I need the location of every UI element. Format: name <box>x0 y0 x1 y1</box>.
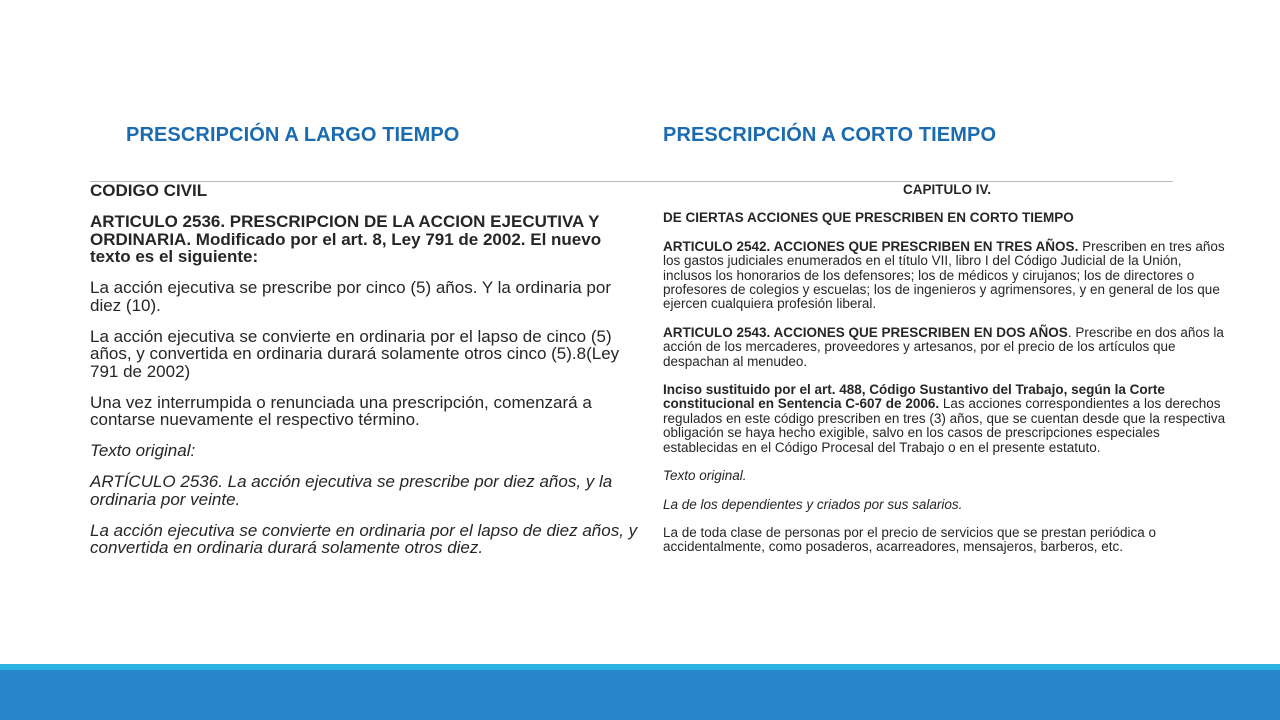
article-2536-para-3: Una vez interrumpida o renunciada una prescripción, comenzará a contarse nuevamente el respectivo término. <box>90 392 592 429</box>
code-title: CODIGO CIVIL <box>90 181 208 200</box>
inciso-paragraph: Inciso sustituido por el art. 488, Código Sustantivo del Trabajo, según la Corte constitucional en Sentencia C-607 de 2006. Las acciones correspondientes a los derechos regulados en este código prescriben en tres (3) años, que se cuentan desde que la respectiva obligación se haya hecho exigible, salvo en los casos de prescripciones especiales establecidas en el Código Procesal del Trabajo o en el presente estatuto. <box>663 382 1226 455</box>
article-2536-para-2: La acción ejecutiva se convierte en ordinaria por el lapso de cinco (5) años, y convertida en ordinaria durará solamente otros cinco (5).8(Ley 791 de 2002) <box>90 326 620 381</box>
footer-bar <box>0 670 1280 720</box>
original-text-1: ARTÍCULO 2536. La acción ejecutiva se prescribe por diez años, y la ordinaria por veinte. <box>90 472 613 509</box>
article-2536-title: ARTICULO 2536. PRESCRIPCION DE LA ACCION EJECUTIVA Y ORDINARIA. Modificado por el art. 8, Ley 791 de 2002. El nuevo texto es el siguiente: <box>90 212 602 266</box>
original-text-label: Texto original: <box>90 441 196 460</box>
original-text-right-1: La de los dependientes y criados por sus salarios. <box>663 496 963 512</box>
original-text-2: La acción ejecutiva se convierte en ordinaria por el lapso de diez años, y convertida en ordinaria durará solamente otros diez. <box>90 520 638 557</box>
left-column <box>90 182 638 570</box>
article-2536-para-1: La acción ejecutiva se prescribe por cinco (5) años. Y la ordinaria por diez (10). <box>90 278 611 315</box>
original-text-right-2: La de toda clase de personas por el precio de servicios que se prestan periódica o accidentalmente, como posaderos, acarreadores, mensajeros, barberos, etc. <box>663 524 1157 555</box>
chapter-label: CAPITULO IV. <box>902 182 991 197</box>
chapter-title: DE CIERTAS ACCIONES QUE PRESCRIBEN EN CORTO TIEMPO <box>663 210 1074 226</box>
article-2542: ARTICULO 2542. ACCIONES QUE PRESCRIBEN EN TRES AÑOS. Prescriben en tres años los gastos judiciales enumerados en el título VII, libro I del Código Judicial de la Unión, inclusos los honorarios de los defensores; los de médicos y cirujanos; los de directores o profesores de colegios y escuelas; los de ingenieros y agrimensores, y en general de los que ejercen cualquiera profesión liberal. <box>663 238 1225 312</box>
heading-long-term: PRESCRIPCIÓN A LARGO TIEMPO <box>126 124 460 146</box>
right-column <box>663 183 1231 569</box>
heading-short-term: PRESCRIPCIÓN A CORTO TIEMPO <box>663 124 997 146</box>
original-text-label-right: Texto original. <box>663 468 747 484</box>
article-2543: ARTICULO 2543. ACCIONES QUE PRESCRIBEN EN DOS AÑOS. Prescribe en dos años la acción de los mercaderes, proveedores y artesanos, por el precio de los artículos que despachan al menudeo. <box>663 324 1224 369</box>
